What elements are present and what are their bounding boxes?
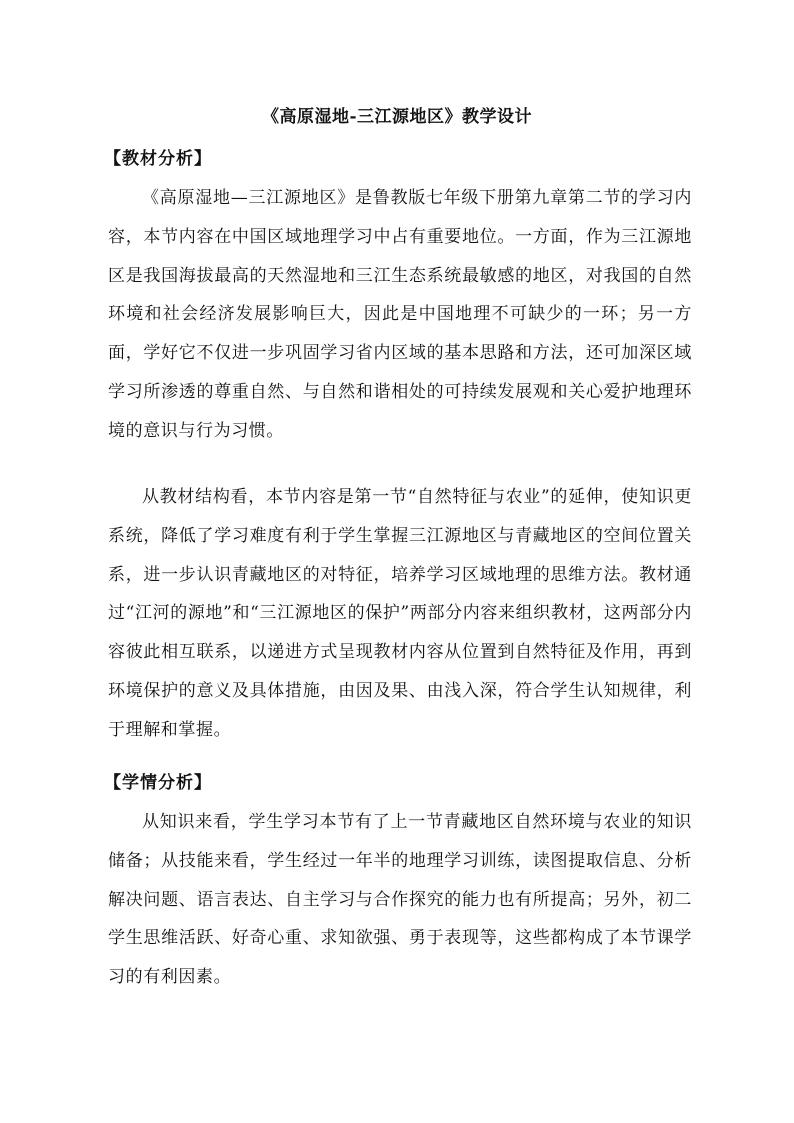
section-heading-learner-analysis: 【学情分析】: [104, 773, 212, 793]
paragraph-learner-analysis-1: 从知识来看，学生学习本节有了上一节青藏地区自然环境与农业的知识储备；从技能来看，学生经过一年半的地理学习训练，读图提取信息、分析解决问题、语言表达、自主学习与合作探究的能力也有所提高；另外，初二学生思维活跃、好奇心重、求知欲强、勇于表现等，这些都构成了本节课学习的有利因素。: [108, 812, 692, 988]
section-heading-textbook-analysis: 【教材分析】: [104, 149, 212, 169]
paragraph-textbook-analysis-1: 《高原湿地—三江源地区》是鲁教版七年级下册第九章第二节的学习内容，本节内容在中国区域地理学习中占有重要地位。一方面，作为三江源地区是我国海拔最高的天然湿地和三江生态系统最敏感的地区，对我国的自然环境和社会经济发展影响巨大，因此是中国地理不可缺少的一环；另一方面，学好它不仅进一步巩固学习省内区域的基本思路和方法，还可加深区域学习所渗透的尊重自然、与自然和谐相处的可持续发展观和关心爱护地理环境的意识与行为习惯。: [108, 188, 692, 441]
paragraph-textbook-analysis-2: 从教材结构看，本节内容是第一节“自然特征与农业”的延伸，使知识更系统，降低了学习难度有利于学生掌握三江源地区与青藏地区的空间位置关系，进一步认识青藏地区的对特征，培养学习区域地理的思维方法。教材通过“江河的源地”和“三江源地区的保护”两部分内容来组织教材，这两部分内容彼此相互联系，以递进方式呈现教材内容从位置到自然特征及作用，再到环境保护的意义及具体措施，由因及果、由浅入深，符合学生认知规律，利于理解和掌握。: [108, 487, 692, 740]
document-title: 《高原湿地-三江源地区》教学设计: [261, 107, 533, 127]
